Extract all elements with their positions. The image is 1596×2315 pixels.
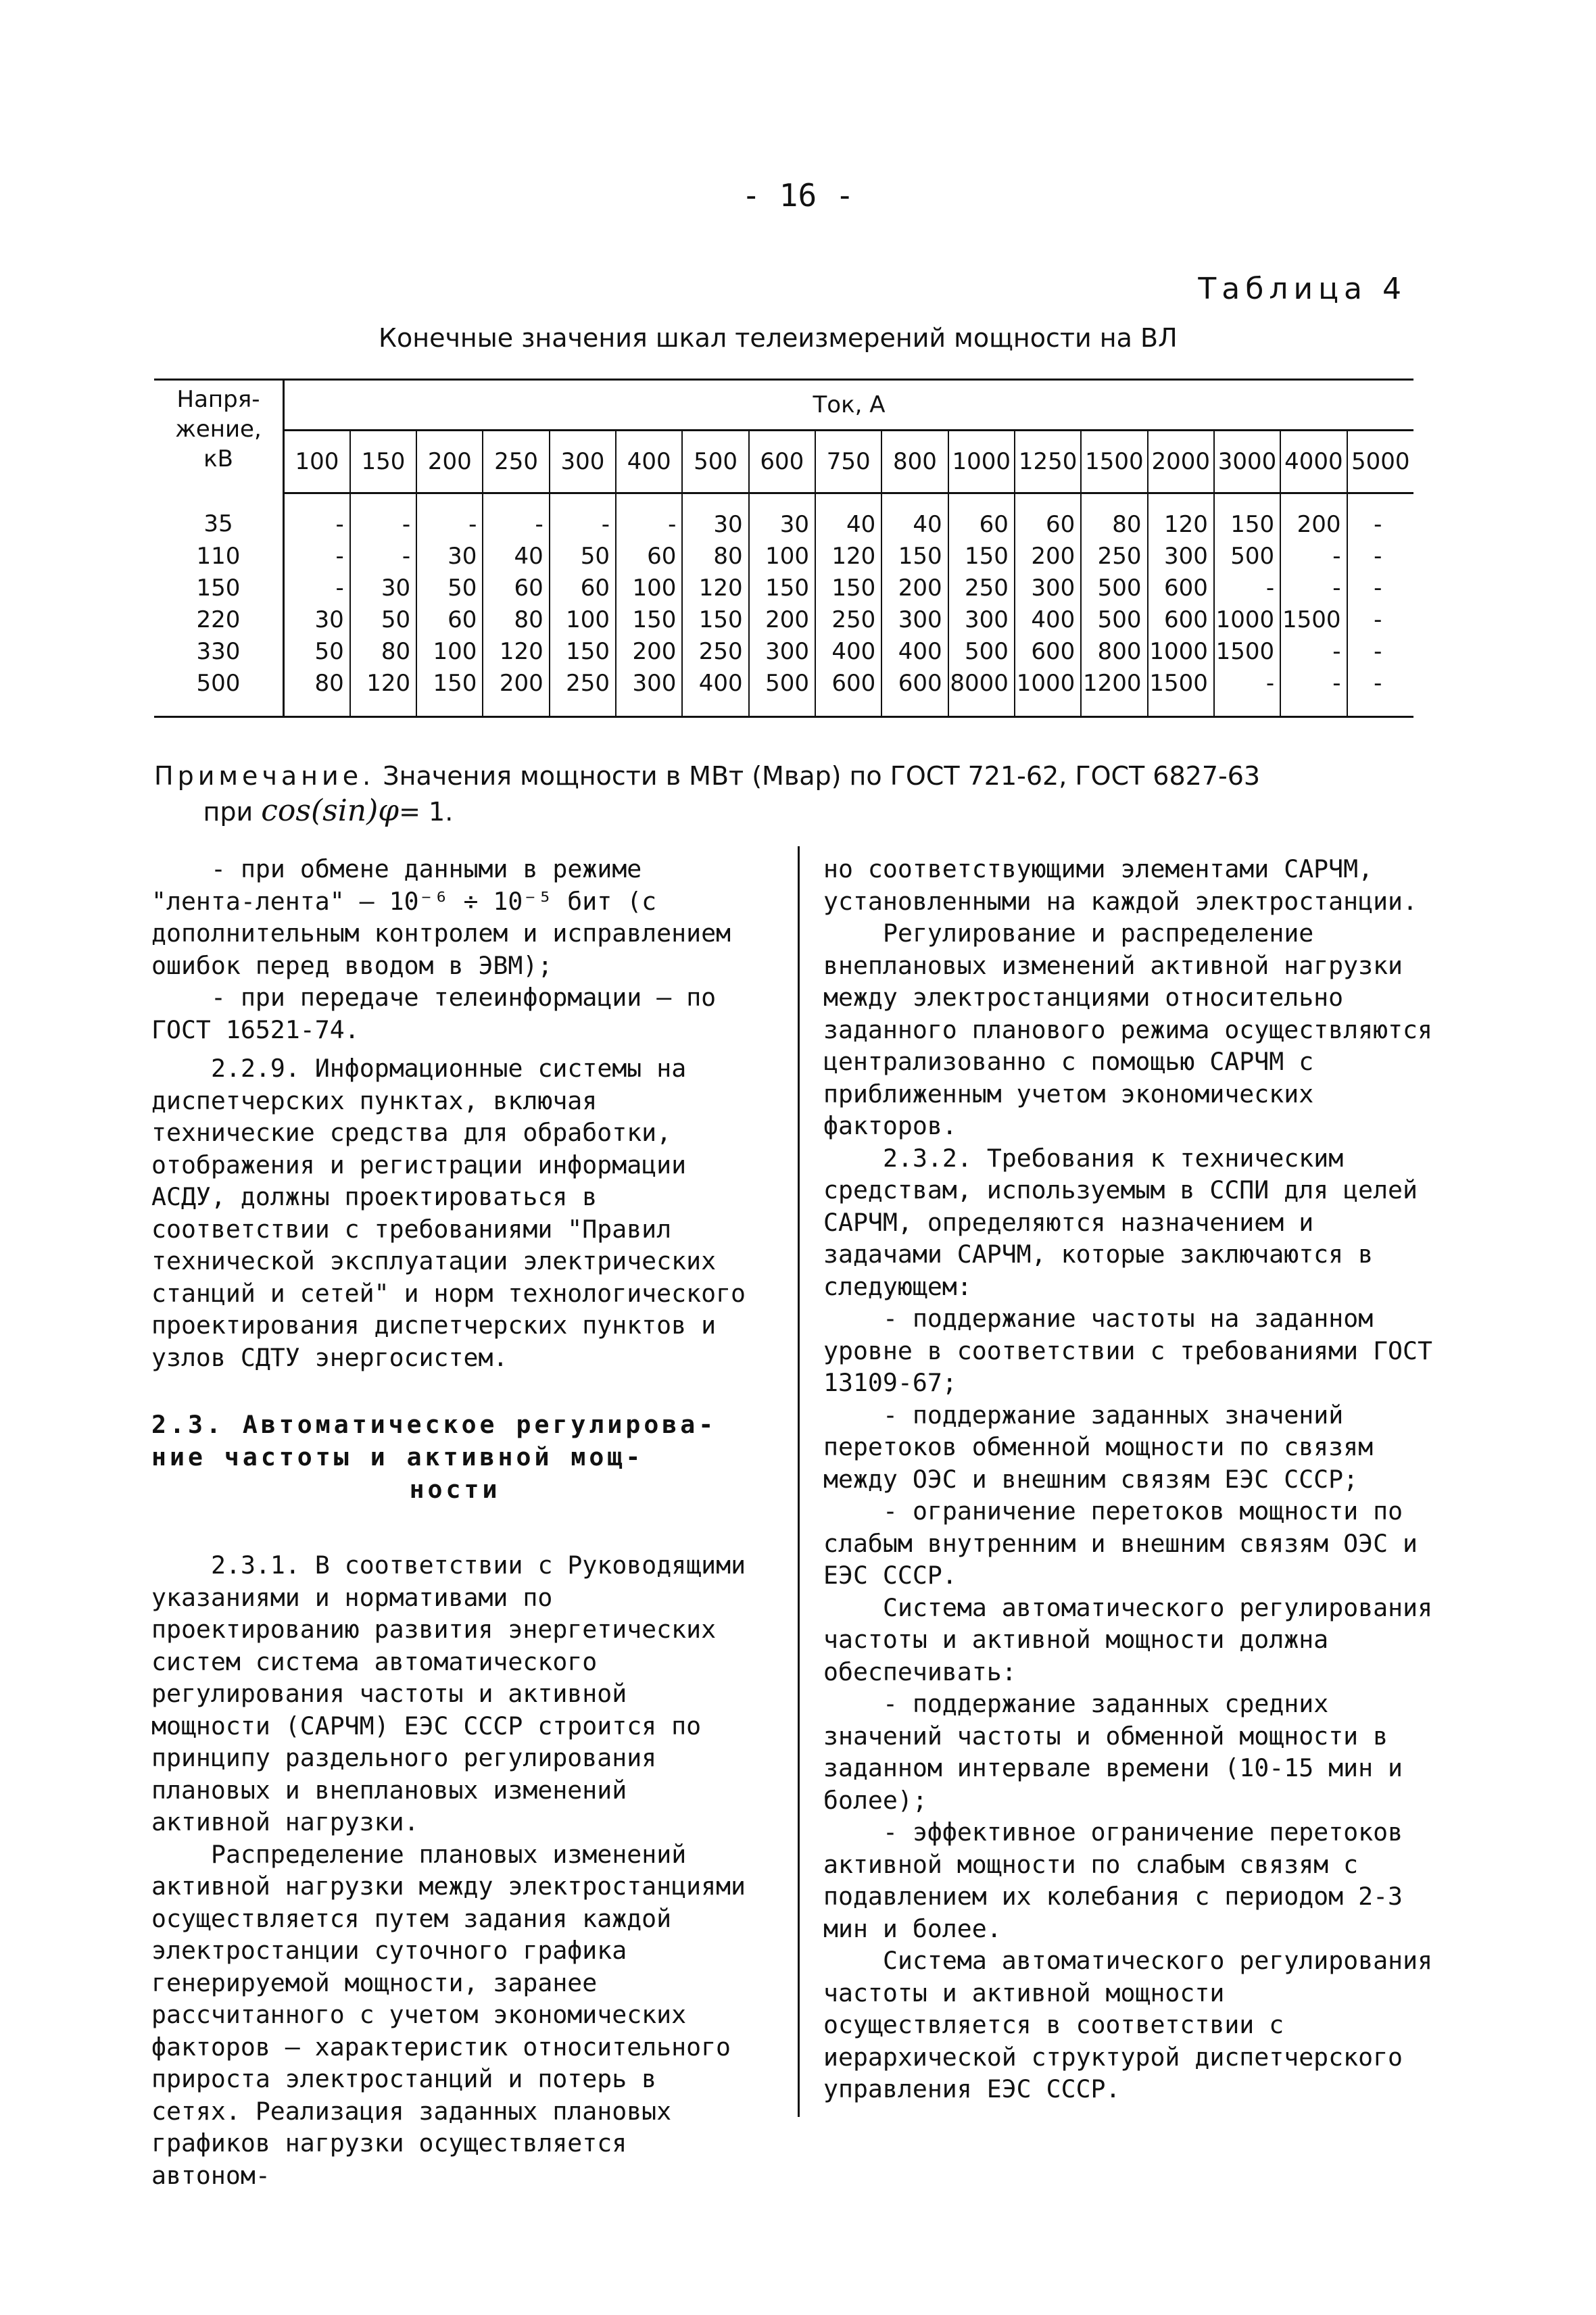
table-cell: 400 (682, 668, 748, 717)
table-cell: - (284, 493, 350, 541)
table-cell: 300 (948, 604, 1015, 636)
table-cell: - (1374, 511, 1382, 538)
table-row (154, 572, 1413, 604)
table-cell: - (416, 493, 483, 541)
table-cell: - (1374, 606, 1382, 633)
table-cell: 400 (1015, 604, 1081, 636)
table-cell: 250 (1081, 541, 1147, 572)
current-column-value: 1500 (1081, 431, 1147, 493)
table-cell: 120 (815, 541, 881, 572)
table-cell: - (350, 541, 416, 572)
table-cell: 400 (881, 636, 948, 668)
table-cell: 200 (1015, 541, 1081, 572)
column-divider (798, 846, 800, 2117)
note-label: Примечание. (154, 761, 375, 791)
table-cell: 500 (749, 668, 815, 717)
table-cell: 300 (881, 604, 948, 636)
paragraph: но соответствующими элементами САРЧМ, установленными на каждой электростанции. (823, 854, 1418, 916)
table-cell: - (1374, 575, 1382, 602)
table-cell: 80 (1081, 493, 1147, 541)
table-row (154, 668, 1413, 717)
current-column-value: 200 (416, 431, 483, 493)
section-heading-line: ние частоты и активной мощ- (151, 1442, 644, 1471)
current-column-value: 600 (749, 431, 815, 493)
table-cell: 40 (483, 541, 549, 572)
paragraph: Распределение плановых изменений активной нагрузки между электростанциями осуществляется путем задания каждой электростанции суточного графика генерируемой мощности, заранее рассчитанного с учетом экономических факторов — характеристик относительного прироста электростанций и потерь в сетях. Реализация заданных плановых графиков нагрузки осуществляется автоном- (151, 1839, 746, 2190)
table-cell: 600 (881, 668, 948, 717)
voltage-cell: 330 (154, 636, 284, 668)
table-cell: 200 (616, 636, 682, 668)
table-cell: 150 (815, 572, 881, 604)
table-cell: - (1214, 572, 1280, 604)
table-cell: 150 (1214, 493, 1280, 541)
current-column-value: 1250 (1015, 431, 1081, 493)
right-text-column (823, 853, 1447, 2105)
table-cell: 40 (881, 493, 948, 541)
table-cell: - (284, 541, 350, 572)
table-cell: 250 (815, 604, 881, 636)
current-column-value: 1000 (948, 431, 1015, 493)
left-text-column (151, 853, 758, 2191)
table-cell: 80 (284, 668, 350, 717)
table-cell: 60 (416, 604, 483, 636)
table-cell: 30 (416, 541, 483, 572)
voltage-header-text: Напря- жение, кВ (175, 386, 262, 472)
table-cell: - (483, 493, 549, 541)
table-cell: 300 (1015, 572, 1081, 604)
table-cell: 400 (815, 636, 881, 668)
current-column-value: 150 (350, 431, 416, 493)
table-cell: 300 (616, 668, 682, 717)
voltage-cell: 500 (154, 668, 284, 717)
section-heading-line: ности (409, 1475, 501, 1504)
current-column-value: 300 (550, 431, 616, 493)
table-row (154, 636, 1413, 668)
table-cell: 50 (350, 604, 416, 636)
note-text: Значения мощности в МВт (Мвар) по ГОСТ 721-62, ГОСТ 6827-63 (383, 761, 1261, 791)
table-cell: 30 (682, 493, 748, 541)
table-cell: 60 (948, 493, 1015, 541)
table-cell: 1200 (1081, 668, 1147, 717)
table-cell: - (550, 493, 616, 541)
table-cell: - (1374, 543, 1382, 570)
table-cell: 120 (350, 668, 416, 717)
table-cell: 60 (1015, 493, 1081, 541)
table-cell: 600 (1015, 636, 1081, 668)
table-note (154, 758, 1418, 829)
table-cell: 30 (749, 493, 815, 541)
table-cell: - (1347, 668, 1414, 717)
paragraph: - при передаче телеинформации — по ГОСТ 16521-74. (151, 983, 717, 1044)
table-cell: 300 (1148, 541, 1214, 572)
table-cell: 250 (948, 572, 1015, 604)
table-cell: - (350, 493, 416, 541)
table-cell: 500 (1214, 541, 1280, 572)
table-cell: 1500 (1148, 668, 1214, 717)
table-cell: 600 (815, 668, 881, 717)
table-row (154, 541, 1413, 572)
table-cell: 500 (948, 636, 1015, 668)
table-cell: 30 (284, 604, 350, 636)
table-cell: 150 (881, 541, 948, 572)
note-prefix: при (203, 797, 253, 827)
current-values-row (154, 431, 1413, 493)
current-column-value: 500 (682, 431, 748, 493)
current-column-value: 100 (284, 431, 350, 493)
voltage-cell: 35 (154, 493, 284, 541)
current-column-value: 250 (483, 431, 549, 493)
table-cell: 150 (616, 604, 682, 636)
table-cell: 1000 (1148, 636, 1214, 668)
table-cell: 50 (550, 541, 616, 572)
current-column-value: 2000 (1148, 431, 1214, 493)
table-cell: 150 (550, 636, 616, 668)
paragraph: Система автоматического регулирования частоты и активной мощности должна обеспечивать: (823, 1592, 1433, 1686)
table-cell: 1500 (1214, 636, 1280, 668)
note-suffix: = 1. (399, 797, 454, 827)
table-cell: 600 (1148, 572, 1214, 604)
section-heading (151, 1409, 758, 1506)
voltage-cell: 220 (154, 604, 284, 636)
table-cell: 60 (550, 572, 616, 604)
table-cell: 80 (682, 541, 748, 572)
paragraph: 2.3.1. В соответствии с Руководящими указаниями и нормативами по проектированию развития энергетических систем система автоматического регулирования частоты и активной мощности (САРЧМ) ЕЭС СССР строится по принципу раздельного регулирования плановых и внеплановых изменений активной нагрузки. (151, 1551, 746, 1836)
current-column-value: 4000 (1280, 431, 1347, 493)
paragraph: - поддержание заданных значений перетоков обменной мощности по связям между ОЭС и внешним связям ЕЭС СССР; (823, 1400, 1374, 1494)
paragraph: 2.2.9. Информационные системы на диспетчерских пунктах, включая технические средства для обработки, отображения и регистрации информации АСДУ, должны проектироваться в соответствии с требованиями "Правил технической эксплуатации электрических станций и сетей" и норм технологического проектирования диспетчерских пунктов и узлов СДТУ энергосистем. (151, 1054, 746, 1372)
table-cell: 120 (1148, 493, 1214, 541)
table-cell: - (1214, 668, 1280, 717)
paragraph: - ограничение перетоков мощности по слабым внутренним и внешним связям ОЭС и ЕЭС СССР. (823, 1496, 1418, 1590)
table-cell: 8000 (948, 668, 1015, 717)
table-cell: 120 (682, 572, 748, 604)
table-cell: 80 (350, 636, 416, 668)
table-cell: 1000 (1015, 668, 1081, 717)
paragraph: Система автоматического регулирования частоты и активной мощности осуществляется в соответствии с иерархической структурой диспетчерского управления ЕЭС СССР. (823, 1946, 1433, 2103)
table-cell: 50 (416, 572, 483, 604)
paragraph: - при обмене данными в режиме "лента-лента" — 10⁻⁶ ÷ 10⁻⁵ бит (с дополнительным контролем и исправлением ошибок перед вводом в ЭВМ); (151, 854, 731, 980)
table-cell: 200 (749, 604, 815, 636)
table-cell: 250 (682, 636, 748, 668)
table-cell: 100 (749, 541, 815, 572)
table-cell: 600 (1148, 604, 1214, 636)
voltage-cell: 150 (154, 572, 284, 604)
paragraph: - поддержание заданных средних значений частоты и обменной мощности в заданном интервале времени (10-15 мин и более); (823, 1689, 1403, 1815)
paragraph: 2.3.2. Требования к техническим средствам, используемым в ССПИ для целей САРЧМ, определяются назначением и задачами САРЧМ, которые заключаются в следующем: (823, 1143, 1418, 1301)
table-cell: 200 (881, 572, 948, 604)
current-column-value: 400 (616, 431, 682, 493)
table-cell: 500 (1081, 572, 1147, 604)
table-cell: - (616, 493, 682, 541)
current-column-value: 750 (815, 431, 881, 493)
table-cell: 100 (616, 572, 682, 604)
table-cell: 500 (1081, 604, 1147, 636)
table-row (154, 493, 1413, 541)
table-label: Таблица 4 (1198, 272, 1407, 306)
table-cell: 100 (550, 604, 616, 636)
paragraph: - поддержание частоты на заданном уровне в соответствии с требованиями ГОСТ 13109-67; (823, 1304, 1432, 1397)
section-heading-line: 2.3. Автоматическое регулирова- (151, 1410, 717, 1439)
current-column-value: 800 (881, 431, 948, 493)
table-cell: - (1280, 572, 1347, 604)
table-cell: 300 (749, 636, 815, 668)
power-scale-table (154, 379, 1413, 718)
table-cell: 200 (483, 668, 549, 717)
paragraph: - эффективное ограничение перетоков активной мощности по слабым связям с подавлением их колебания с периодом 2-3 мин и более. (823, 1818, 1403, 1943)
table-cell: 60 (483, 572, 549, 604)
table-caption: Конечные значения шкал телеизмерений мощности на ВЛ (379, 323, 1178, 353)
table-cell: - (1374, 638, 1382, 665)
table-cell: 40 (815, 493, 881, 541)
table-cell: 50 (284, 636, 350, 668)
table-cell: 250 (550, 668, 616, 717)
table-cell: 80 (483, 604, 549, 636)
table-cell: 150 (948, 541, 1015, 572)
table-cell: 120 (483, 636, 549, 668)
table-cell: 200 (1280, 493, 1347, 541)
table-row (154, 604, 1413, 636)
table-cell: 1000 (1214, 604, 1280, 636)
paragraph: Регулирование и распределение внеплановых изменений активной нагрузки между электростанциями относительно заданного планового режима осуществляются централизованно с помощью САРЧМ с приближенным учетом экономических факторов. (823, 919, 1432, 1140)
table-cell: - (1280, 541, 1347, 572)
current-column-header: Ток, А (284, 380, 1414, 431)
voltage-cell: 110 (154, 541, 284, 572)
table-cell: 100 (416, 636, 483, 668)
table-cell: 150 (416, 668, 483, 717)
note-formula: cos(sin)φ (261, 794, 400, 828)
voltage-column-header (154, 380, 284, 493)
current-column-value: 3000 (1214, 431, 1280, 493)
table-cell: 1500 (1280, 604, 1347, 636)
table-cell: 60 (616, 541, 682, 572)
table-cell: - (1280, 636, 1347, 668)
current-column-value: 5000 (1347, 431, 1414, 493)
table-cell: 800 (1081, 636, 1147, 668)
table-cell: 150 (682, 604, 748, 636)
table-cell: - (1280, 668, 1347, 717)
page-number: - 16 - (742, 177, 854, 214)
table-cell: 150 (749, 572, 815, 604)
table-cell: 30 (350, 572, 416, 604)
table-cell: - (284, 572, 350, 604)
